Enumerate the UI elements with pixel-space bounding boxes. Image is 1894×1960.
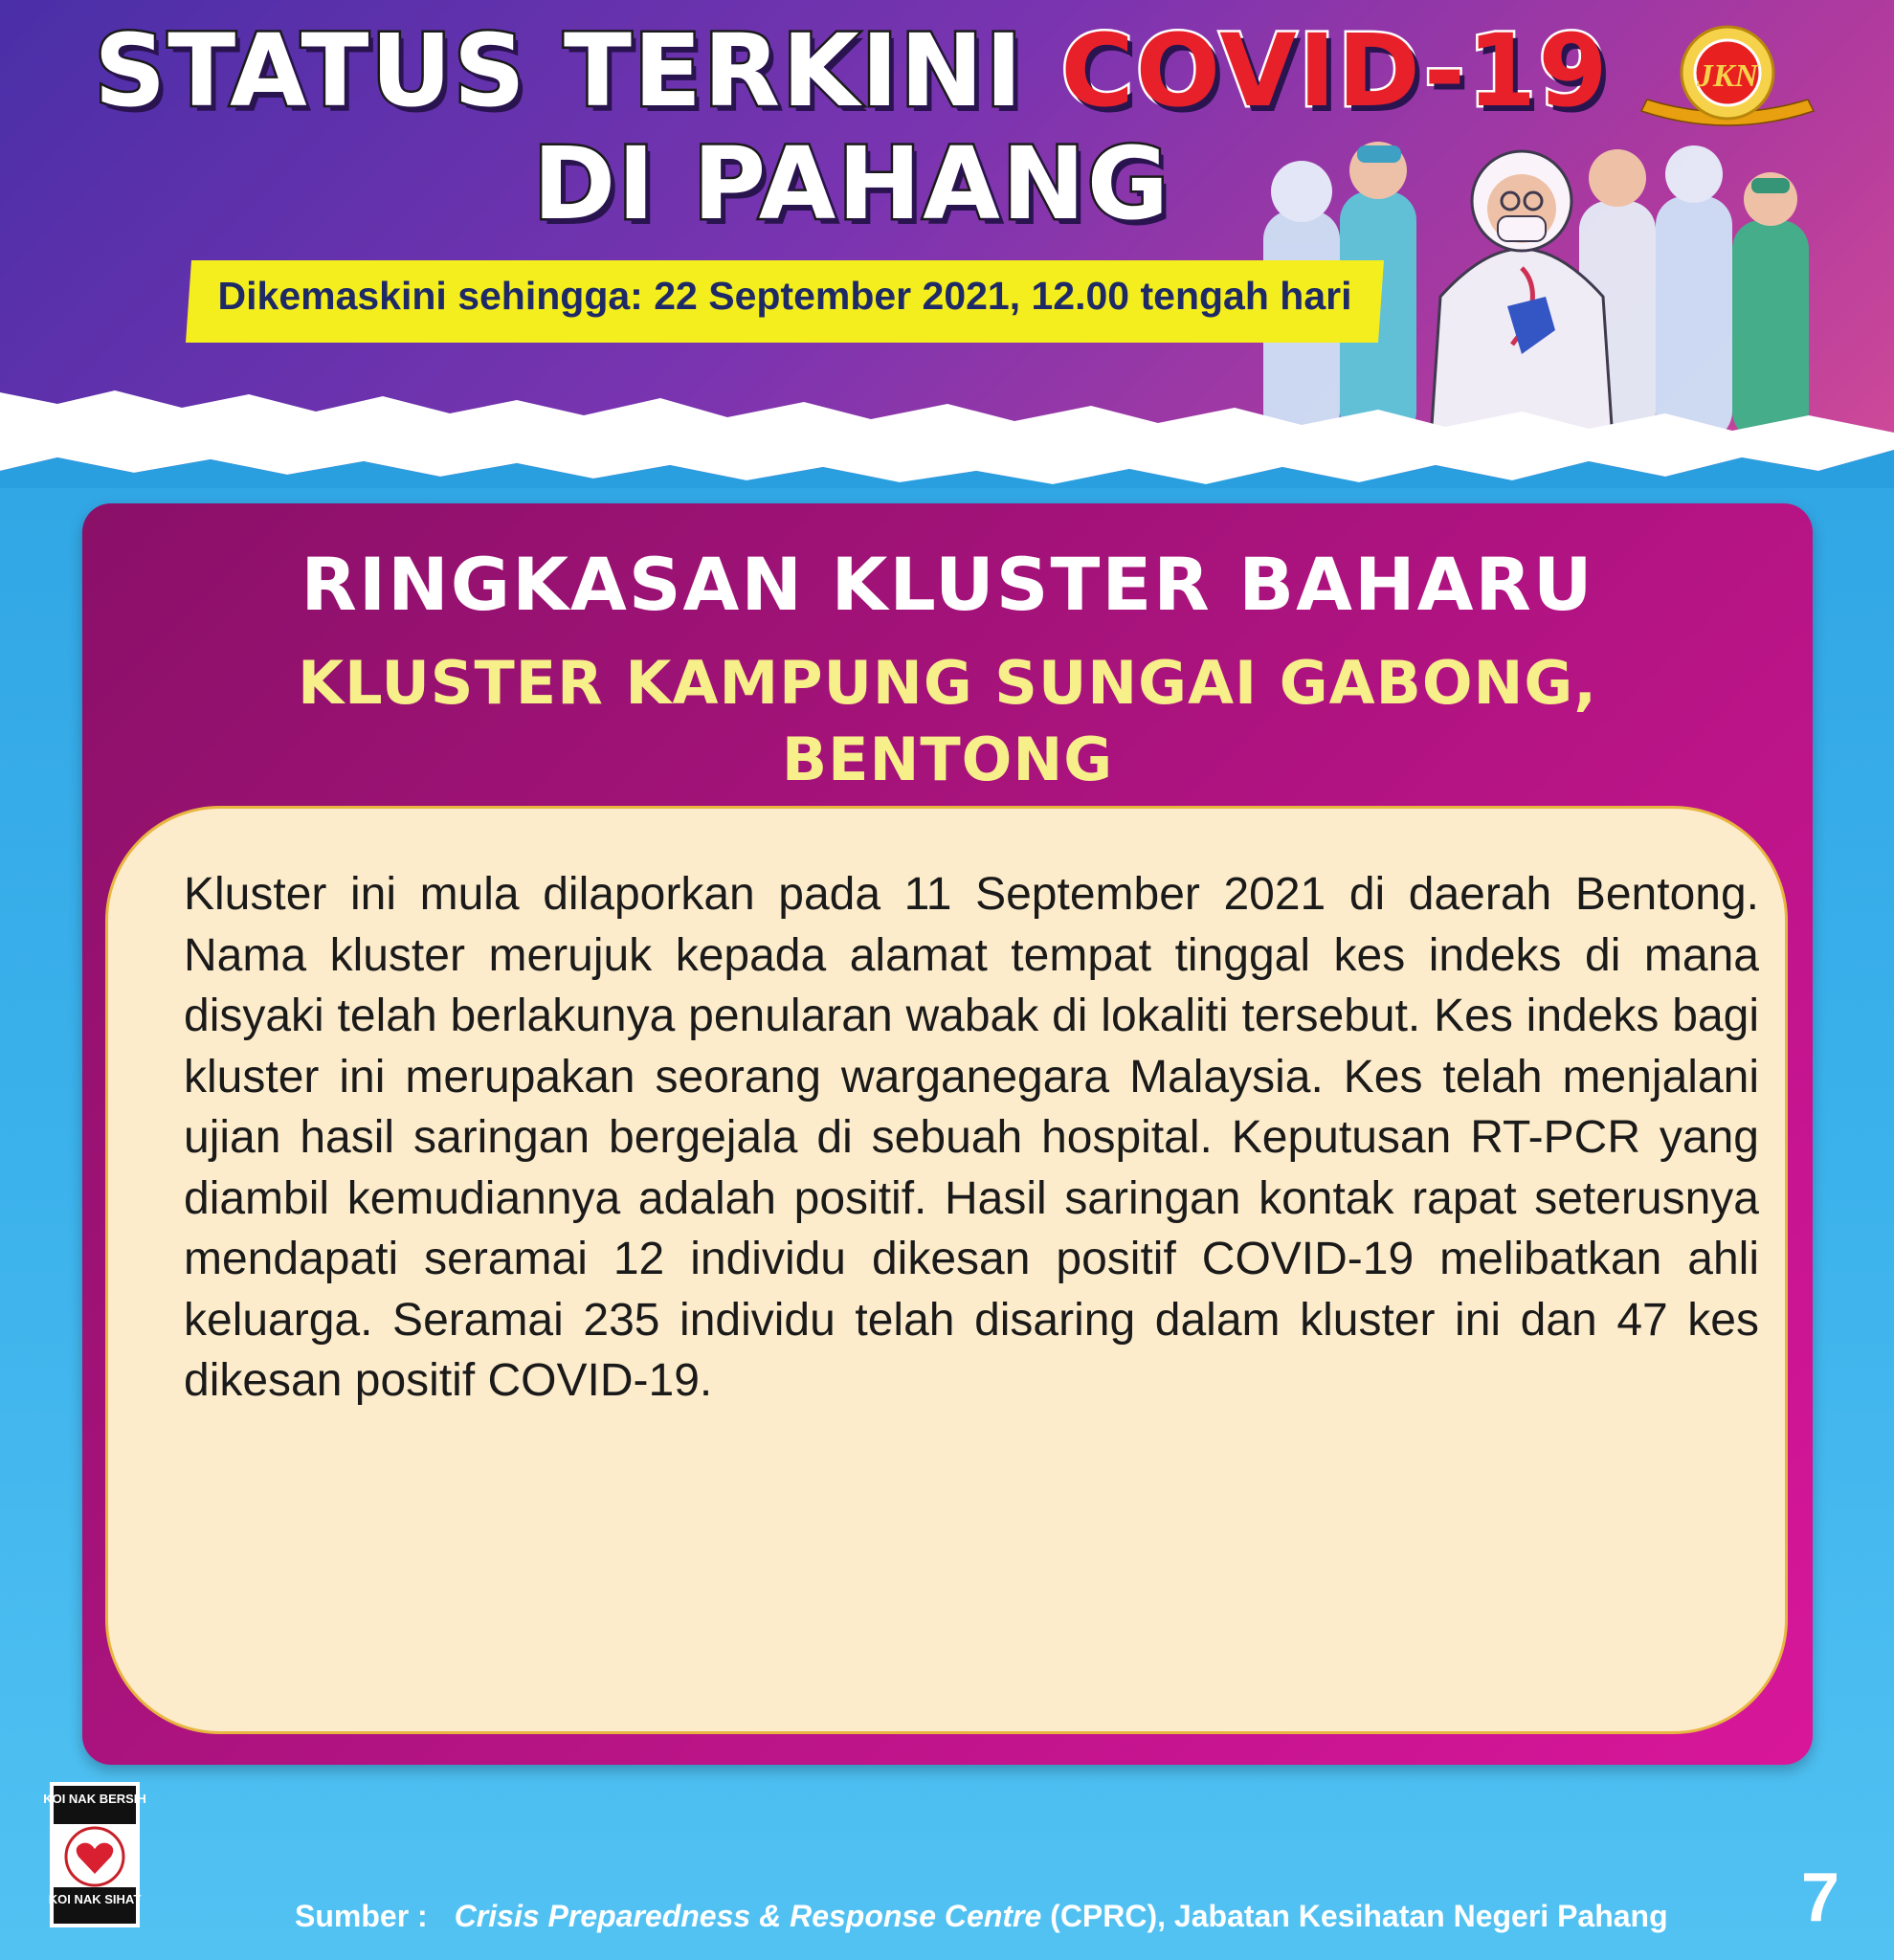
koi-bottom-text: KOI NAK SIHAT bbox=[48, 1892, 142, 1906]
koi-top-text: KOI NAK BERSIH bbox=[43, 1792, 146, 1806]
title-status-terkini: STATUS TERKINI bbox=[94, 12, 1025, 129]
cluster-description-text: Kluster ini mula dilaporkan pada 11 September 2021 di daerah Bentong. Nama kluster merujuk kepada alamat tempat tinggal kes indeks di mana disyaki telah berlakunya penularan wabak di lokaliti tersebut. Kes indeks bagi kluster ini merupakan seorang warganegara Malaysia. Kes telah menjalani ujian hasil saringan bergejala di sebuah hospital. Keputusan RT-PCR yang diambil kemudiannya adalah positif. Hasil saringan kontak rapat seterusnya mendapati seramai 12 individu dikesan positif COVID-19 melibatkan ahli keluarga. Seramai 235 individu telah disaring dalam kluster ini dan 47 kes dikesan positif COVID-19. bbox=[184, 869, 1759, 1406]
source-label: Sumber : bbox=[295, 1899, 428, 1933]
jkn-logo bbox=[1632, 17, 1823, 142]
page-number: 7 bbox=[1800, 1860, 1840, 1936]
koi-nak-sihat-logo bbox=[43, 1782, 146, 1927]
torn-paper-edge bbox=[0, 383, 1894, 488]
title-di-pahang: DI PAHANG bbox=[532, 125, 1171, 242]
source-citation bbox=[295, 1899, 1668, 1934]
jkn-logo-initials: JKN bbox=[1696, 58, 1759, 94]
update-date-text: Dikemaskini sehingga: 22 September 2021, 12.00 tengah hari bbox=[217, 274, 1352, 318]
card-title: RINGKASAN KLUSTER BAHARU bbox=[301, 542, 1594, 627]
source-organization: Crisis Preparedness & Response Centre bbox=[454, 1899, 1042, 1933]
cluster-name: KLUSTER KAMPUNG SUNGAI GABONG, BENTONG bbox=[298, 648, 1597, 794]
cluster-summary-card bbox=[82, 503, 1813, 1765]
cluster-description-box bbox=[105, 806, 1788, 1734]
title-covid19: COVID-19 bbox=[1060, 12, 1610, 129]
source-rest: (CPRC), Jabatan Kesihatan Negeri Pahang bbox=[1041, 1899, 1668, 1933]
main-title bbox=[0, 12, 1704, 129]
